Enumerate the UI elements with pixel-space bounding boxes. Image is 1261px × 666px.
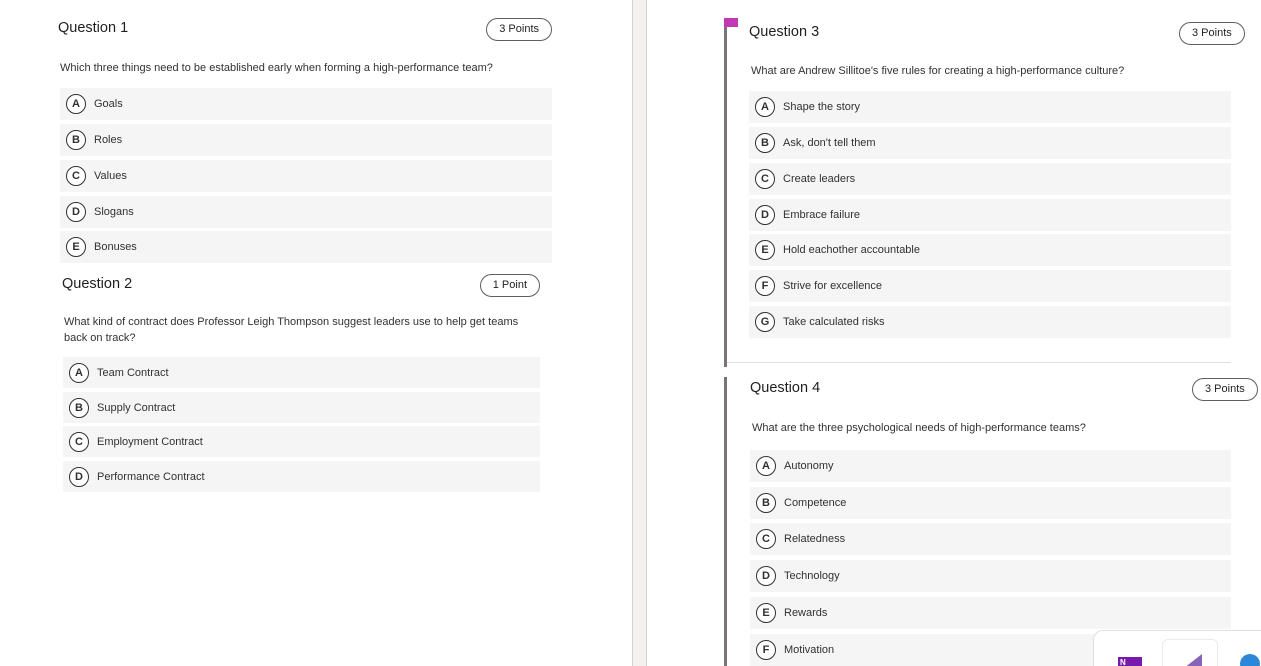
option-label: Relatedness xyxy=(784,533,846,545)
option-letter: A xyxy=(66,94,86,114)
question-text: What are the three psychological needs of high-performance teams? xyxy=(752,422,1086,434)
option-item[interactable] xyxy=(60,160,552,192)
option-letter: C xyxy=(66,166,86,186)
question-4-bar xyxy=(724,377,727,666)
option-item[interactable] xyxy=(60,231,552,263)
option-label: Team Contract xyxy=(97,366,169,379)
option-letter: A xyxy=(756,456,776,476)
option-letter: A xyxy=(69,363,89,383)
option-label: Values xyxy=(94,170,127,182)
points-badge: 3 Points xyxy=(486,18,552,41)
app-dock xyxy=(1093,630,1261,666)
question-3 xyxy=(749,22,1261,46)
option-item[interactable] xyxy=(749,91,1231,123)
question-title: Question 2 xyxy=(62,276,133,292)
option-letter: F xyxy=(755,276,775,296)
option-label: Create leaders xyxy=(783,173,856,185)
option-label: Supply Contract xyxy=(97,401,176,414)
option-letter: C xyxy=(69,432,89,452)
right-page xyxy=(647,0,1261,666)
option-label: Competence xyxy=(784,497,847,509)
flag-icon xyxy=(724,18,738,27)
option-item[interactable] xyxy=(60,124,552,156)
option-item[interactable] xyxy=(750,523,1231,555)
bing-icon[interactable] xyxy=(1240,654,1260,666)
option-label: Technology xyxy=(784,570,840,582)
option-letter: B xyxy=(66,130,86,150)
option-item[interactable] xyxy=(749,306,1231,338)
option-letter: E xyxy=(755,240,775,260)
option-label: Roles xyxy=(94,134,123,146)
question-4 xyxy=(750,378,1261,402)
option-label: Employment Contract xyxy=(97,435,203,448)
option-letter: E xyxy=(66,237,86,257)
question-text: What kind of contract does Professor Leigh Thompson suggest leaders use to help get teams back on track? xyxy=(64,316,519,344)
option-item[interactable] xyxy=(63,392,540,423)
question-2 xyxy=(62,274,540,298)
option-label: Take calculated risks xyxy=(783,316,885,328)
question-text: What are Andrew Sillitoe's five rules for creating a high-performance culture? xyxy=(751,65,1125,77)
question-3-bar xyxy=(724,18,727,367)
question-title: Question 3 xyxy=(749,24,820,40)
page-divider xyxy=(632,0,647,666)
option-item[interactable] xyxy=(63,357,540,388)
option-letter: D xyxy=(69,467,89,487)
option-letter: E xyxy=(756,603,776,623)
option-item[interactable] xyxy=(749,127,1231,159)
option-label: Embrace failure xyxy=(783,209,861,221)
option-letter: B xyxy=(69,398,89,418)
option-letter: D xyxy=(66,202,86,222)
option-label: Rewards xyxy=(784,607,828,619)
onenote-icon[interactable] xyxy=(1118,657,1142,666)
option-label: Ask, don't tell them xyxy=(783,137,876,149)
option-label: Performance Contract xyxy=(97,470,205,483)
option-label: Bonuses xyxy=(94,241,137,253)
option-item[interactable] xyxy=(60,196,552,228)
option-item[interactable] xyxy=(749,163,1231,195)
option-label: Motivation xyxy=(784,644,835,656)
option-letter: C xyxy=(755,169,775,189)
pen-icon xyxy=(1184,654,1202,666)
option-item[interactable] xyxy=(750,450,1231,482)
option-label: Autonomy xyxy=(784,460,834,472)
option-label: Strive for excellence xyxy=(783,280,883,292)
option-label: Goals xyxy=(94,98,123,110)
question-title: Question 1 xyxy=(58,20,129,36)
option-item[interactable] xyxy=(750,597,1231,629)
option-letter: A xyxy=(755,97,775,117)
points-badge: 1 Point xyxy=(480,274,540,297)
option-item[interactable] xyxy=(749,270,1231,302)
option-letter: B xyxy=(755,133,775,153)
question-text: Which three things need to be established early when forming a high-performance team? xyxy=(60,62,493,74)
option-letter: C xyxy=(756,529,776,549)
option-item[interactable] xyxy=(750,560,1231,592)
points-badge: 3 Points xyxy=(1192,378,1258,401)
question-title: Question 4 xyxy=(750,380,821,396)
option-letter: G xyxy=(755,312,775,332)
option-label: Slogans xyxy=(94,206,134,218)
option-label: Shape the story xyxy=(783,101,861,113)
option-item[interactable] xyxy=(749,199,1231,231)
divider-line xyxy=(727,362,1231,363)
option-item[interactable] xyxy=(60,88,552,120)
option-letter: D xyxy=(755,205,775,225)
option-item[interactable] xyxy=(750,487,1231,519)
option-label: Hold eachother accountable xyxy=(783,244,920,256)
option-letter: F xyxy=(756,640,776,660)
question-1 xyxy=(58,18,552,42)
option-letter: B xyxy=(756,493,776,513)
option-letter: D xyxy=(756,566,776,586)
option-item[interactable] xyxy=(63,461,540,492)
points-badge: 3 Points xyxy=(1179,22,1245,45)
option-item[interactable] xyxy=(749,234,1231,266)
onenote-glyph: N xyxy=(1120,658,1126,666)
pen-tool-button[interactable] xyxy=(1162,639,1218,666)
option-item[interactable] xyxy=(63,426,540,457)
